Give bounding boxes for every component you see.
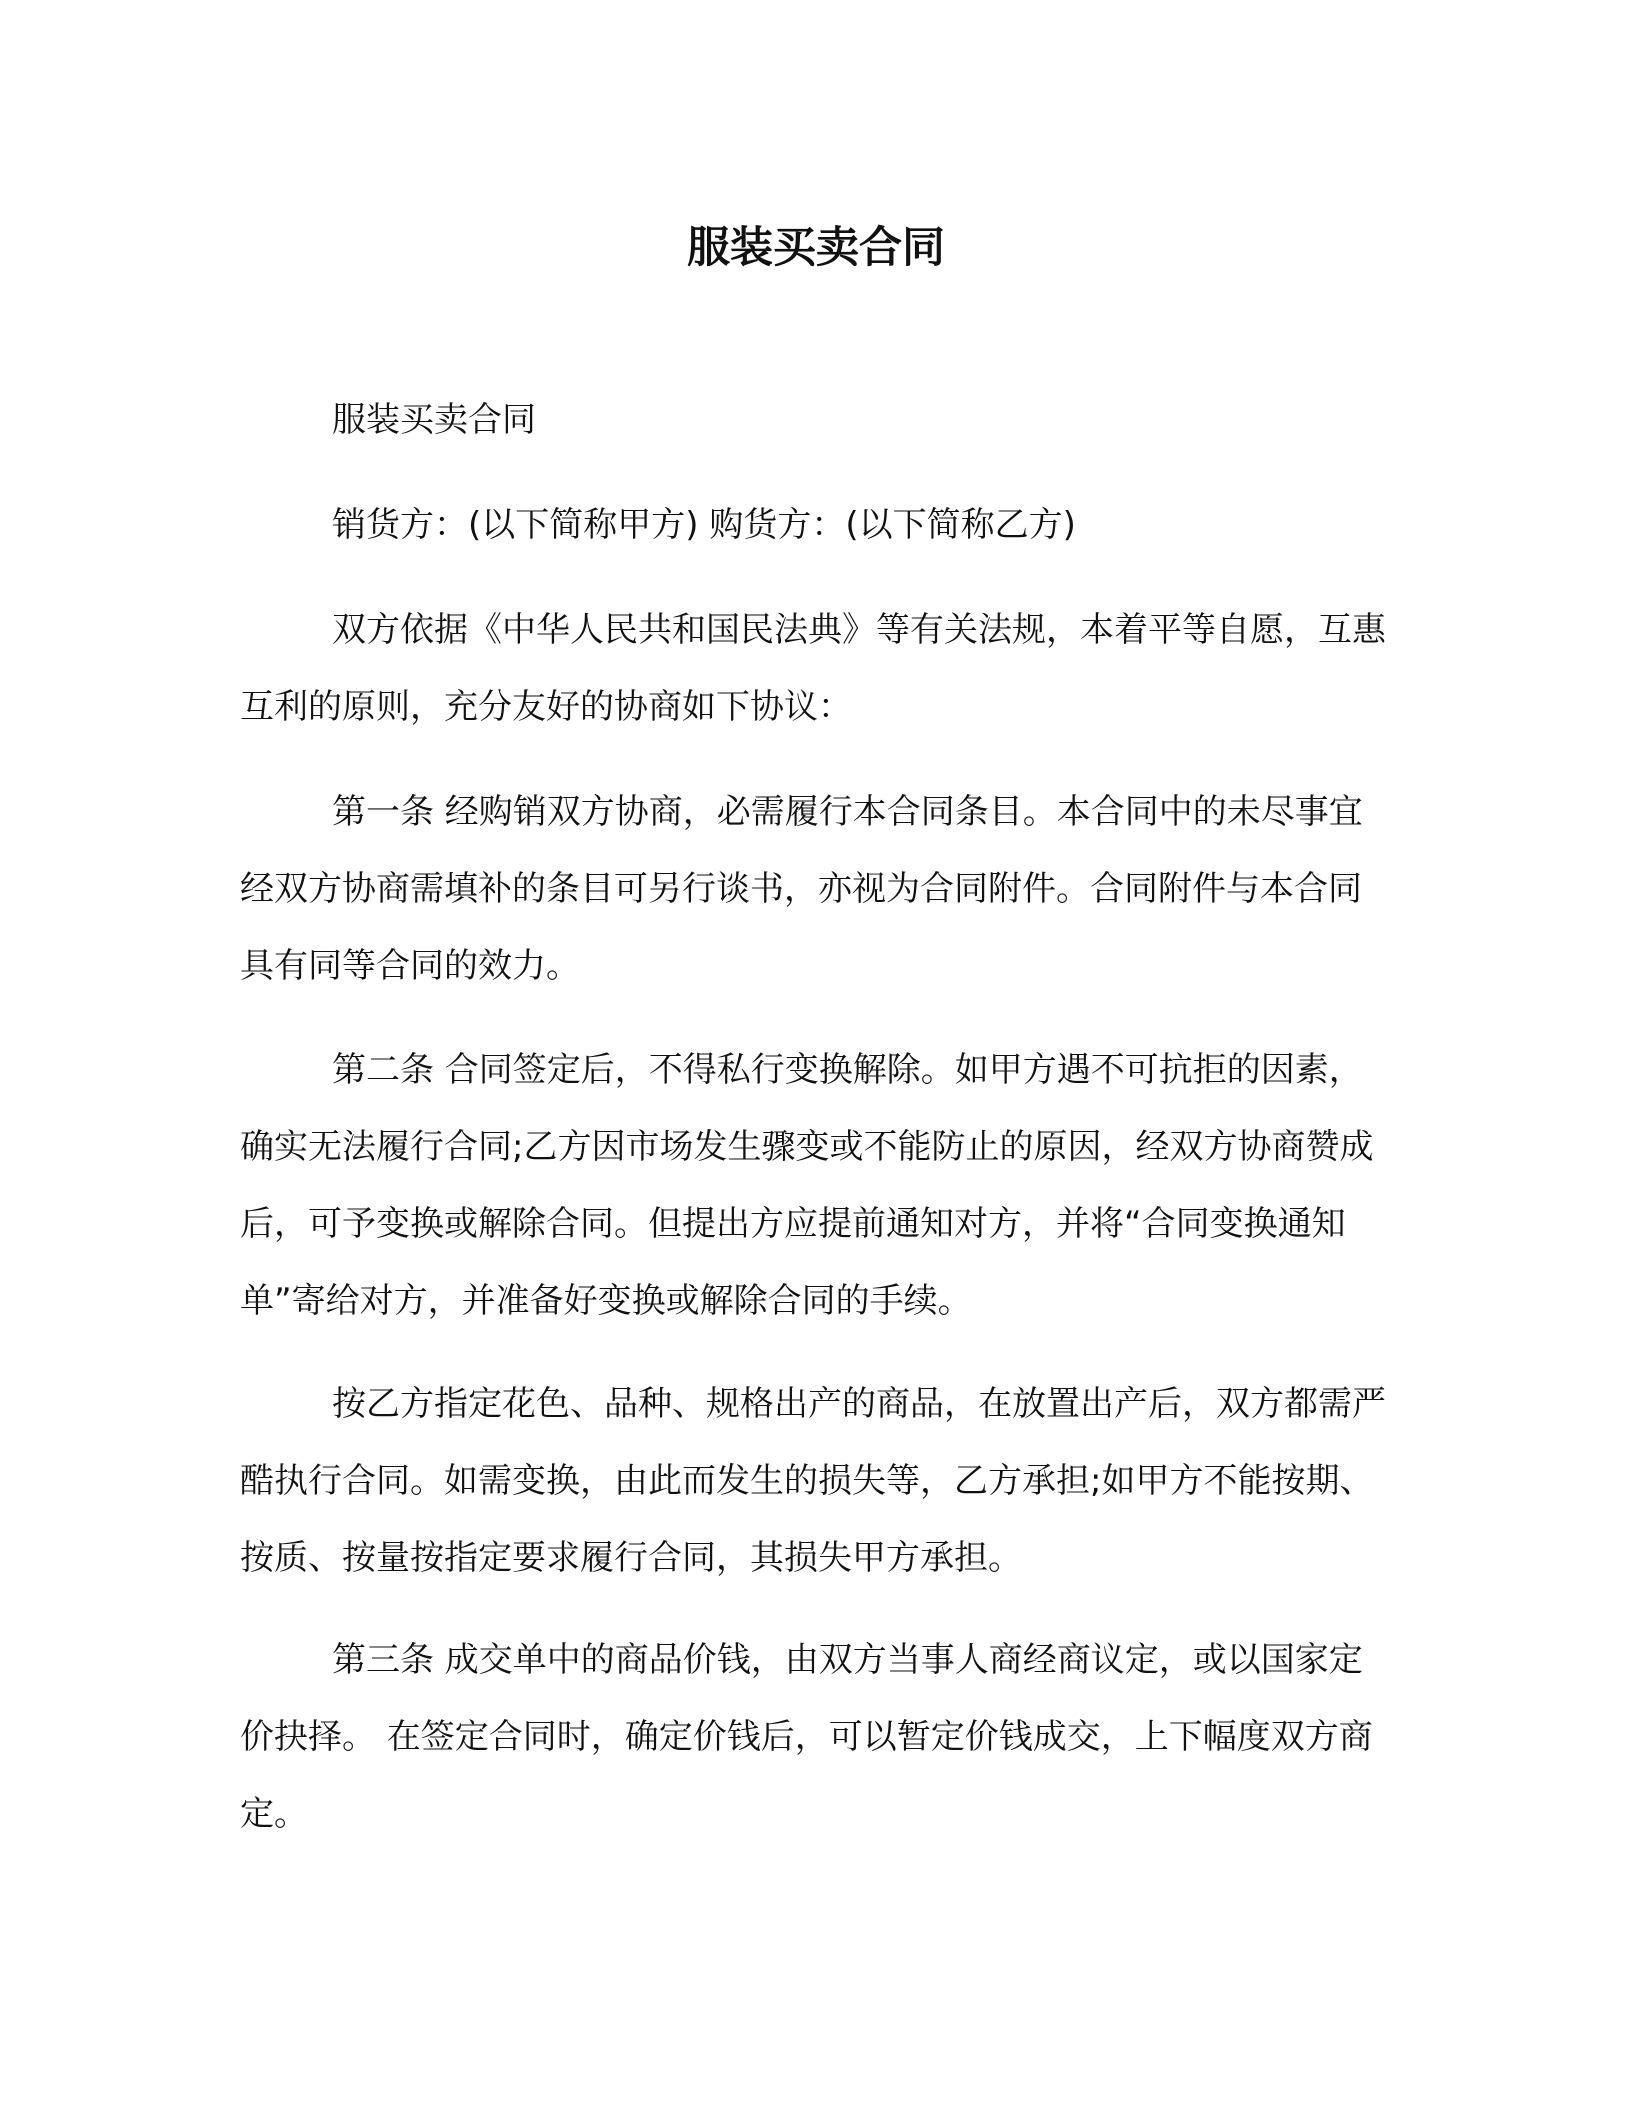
article-2-supplement-paragraph — [240, 1366, 1390, 1597]
article-1-paragraph — [240, 774, 1390, 1005]
parties-line — [240, 487, 1390, 564]
preamble-paragraph — [240, 592, 1390, 746]
article-1-text: 第一条 经购销双方协商，必需履行本合同条目。本合同中的未尽事宜经双方协商需填补的条目可另行谈书，亦视为合同附件。合同附件与本合同具有同等合同的效力。 — [240, 792, 1363, 986]
article-3-text: 第三条 成交单中的商品价钱，由双方当事人商经商议定，或以国家定价抉择。 在签定合同时，确定价钱后，可以暂定价钱成交，上下幅度双方商定。 — [240, 1640, 1373, 1834]
parties-text: 销货方：(以下简称甲方) 购货方：(以下简称乙方) — [332, 505, 1076, 545]
preamble-text: 双方依据《中华人民共和国民法典》等有关法规，本着平等自愿，互惠互利的原则，充分友好的协商如下协议： — [240, 610, 1386, 727]
article-2-paragraph — [240, 1032, 1390, 1340]
contract-heading — [240, 382, 1390, 459]
article-2-text: 第二条 合同签定后，不得私行变换解除。如甲方遇不可抗拒的因素，确实无法履行合同;乙方因市场发生骤变或不能防止的原因，经双方协商赞成后，可予变换或解除合同。但提出方应提前通知对方，并将“合同变换通知单”寄给对方，并准备好变换或解除合同的手续。 — [240, 1050, 1374, 1321]
document-title: 服装买卖合同 — [687, 223, 945, 273]
contract-heading-text: 服装买卖合同 — [332, 400, 536, 440]
article-2-supplement-text: 按乙方指定花色、品种、规格出产的商品，在放置出产后，双方都需严酷执行合同。如需变换，由此而发生的损失等，乙方承担;如甲方不能按期、按质、按量按指定要求履行合同，其损失甲方承担。 — [240, 1384, 1386, 1578]
article-3-paragraph — [240, 1622, 1390, 1853]
